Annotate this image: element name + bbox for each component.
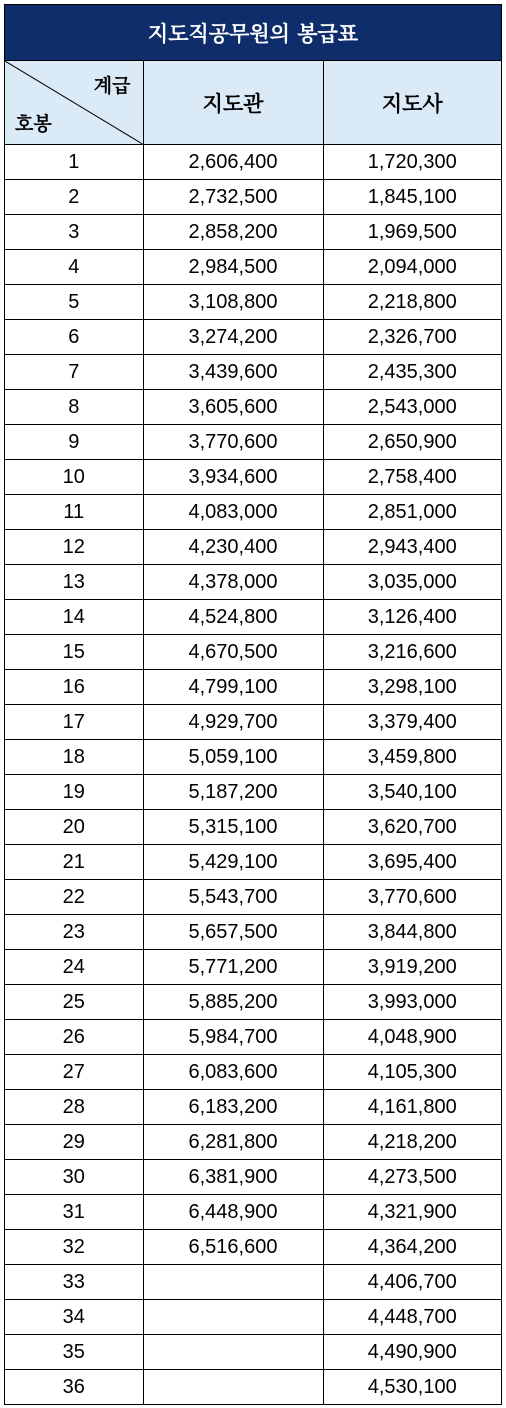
jidosa-salary-cell: 3,459,800	[323, 740, 501, 775]
column-header-jidogwan: 지도관	[143, 61, 323, 145]
table-row	[5, 1370, 501, 1405]
step-cell: 18	[5, 740, 143, 775]
step-cell: 14	[5, 600, 143, 635]
jidogwan-salary-cell	[143, 1265, 323, 1300]
table-row	[5, 145, 501, 180]
jidogwan-salary-cell: 3,770,600	[143, 425, 323, 460]
table-row	[5, 1335, 501, 1370]
jidosa-salary-cell: 2,943,400	[323, 530, 501, 565]
salary-table	[5, 61, 501, 1404]
table-row	[5, 355, 501, 390]
jidosa-salary-cell: 4,364,200	[323, 1230, 501, 1265]
jidogwan-salary-cell: 4,929,700	[143, 705, 323, 740]
table-row	[5, 670, 501, 705]
jidosa-salary-cell: 3,126,400	[323, 600, 501, 635]
jidogwan-salary-cell: 6,281,800	[143, 1125, 323, 1160]
jidosa-salary-cell: 3,770,600	[323, 880, 501, 915]
jidogwan-salary-cell: 6,183,200	[143, 1090, 323, 1125]
step-cell: 16	[5, 670, 143, 705]
table-row	[5, 845, 501, 880]
step-cell: 27	[5, 1055, 143, 1090]
jidogwan-salary-cell: 6,083,600	[143, 1055, 323, 1090]
jidosa-salary-cell: 2,326,700	[323, 320, 501, 355]
jidosa-salary-cell: 2,218,800	[323, 285, 501, 320]
step-cell: 5	[5, 285, 143, 320]
jidosa-salary-cell: 4,406,700	[323, 1265, 501, 1300]
jidogwan-salary-cell: 3,108,800	[143, 285, 323, 320]
step-cell: 17	[5, 705, 143, 740]
step-cell: 36	[5, 1370, 143, 1405]
step-cell: 9	[5, 425, 143, 460]
jidogwan-salary-cell: 5,187,200	[143, 775, 323, 810]
step-cell: 25	[5, 985, 143, 1020]
jidosa-salary-cell: 4,273,500	[323, 1160, 501, 1195]
step-cell: 21	[5, 845, 143, 880]
table-row	[5, 320, 501, 355]
table-row	[5, 1160, 501, 1195]
step-cell: 13	[5, 565, 143, 600]
table-row	[5, 530, 501, 565]
jidogwan-salary-cell	[143, 1335, 323, 1370]
jidogwan-salary-cell: 5,771,200	[143, 950, 323, 985]
jidosa-salary-cell: 4,490,900	[323, 1335, 501, 1370]
table-row	[5, 565, 501, 600]
table-row	[5, 1055, 501, 1090]
jidosa-salary-cell: 3,844,800	[323, 915, 501, 950]
step-cell: 31	[5, 1195, 143, 1230]
corner-grade-label: 계급	[93, 75, 131, 97]
table-row	[5, 215, 501, 250]
jidogwan-salary-cell	[143, 1300, 323, 1335]
jidogwan-salary-cell: 2,984,500	[143, 250, 323, 285]
jidosa-salary-cell: 3,695,400	[323, 845, 501, 880]
jidogwan-salary-cell: 4,670,500	[143, 635, 323, 670]
table-row	[5, 1020, 501, 1055]
table-row	[5, 495, 501, 530]
salary-table-container	[4, 4, 502, 1405]
jidosa-salary-cell: 3,993,000	[323, 985, 501, 1020]
step-cell: 29	[5, 1125, 143, 1160]
step-cell: 8	[5, 390, 143, 425]
step-cell: 19	[5, 775, 143, 810]
step-cell: 7	[5, 355, 143, 390]
step-cell: 10	[5, 460, 143, 495]
table-row	[5, 1090, 501, 1125]
jidosa-salary-cell: 4,105,300	[323, 1055, 501, 1090]
table-row	[5, 285, 501, 320]
table-row	[5, 460, 501, 495]
jidosa-salary-cell: 4,530,100	[323, 1370, 501, 1405]
jidosa-salary-cell: 3,298,100	[323, 670, 501, 705]
jidogwan-salary-cell: 3,439,600	[143, 355, 323, 390]
jidosa-salary-cell: 2,094,000	[323, 250, 501, 285]
table-row	[5, 600, 501, 635]
jidosa-salary-cell: 3,620,700	[323, 810, 501, 845]
jidogwan-salary-cell: 5,657,500	[143, 915, 323, 950]
jidosa-salary-cell: 2,758,400	[323, 460, 501, 495]
table-row	[5, 950, 501, 985]
step-cell: 22	[5, 880, 143, 915]
corner-header-cell	[5, 61, 143, 145]
step-cell: 24	[5, 950, 143, 985]
jidosa-salary-cell: 4,218,200	[323, 1125, 501, 1160]
jidosa-salary-cell: 4,448,700	[323, 1300, 501, 1335]
table-row	[5, 1230, 501, 1265]
step-cell: 4	[5, 250, 143, 285]
table-row	[5, 1265, 501, 1300]
table-row	[5, 1195, 501, 1230]
step-cell: 33	[5, 1265, 143, 1300]
table-row	[5, 1125, 501, 1160]
step-cell: 6	[5, 320, 143, 355]
table-title: 지도직공무원의 봉급표	[5, 5, 501, 61]
jidosa-salary-cell: 2,650,900	[323, 425, 501, 460]
step-cell: 30	[5, 1160, 143, 1195]
column-header-jidosa: 지도사	[323, 61, 501, 145]
table-row	[5, 705, 501, 740]
jidogwan-salary-cell: 6,448,900	[143, 1195, 323, 1230]
jidogwan-salary-cell: 3,274,200	[143, 320, 323, 355]
table-row	[5, 810, 501, 845]
jidogwan-salary-cell: 5,059,100	[143, 740, 323, 775]
jidosa-salary-cell: 3,540,100	[323, 775, 501, 810]
step-cell: 15	[5, 635, 143, 670]
jidosa-salary-cell: 4,048,900	[323, 1020, 501, 1055]
table-row	[5, 740, 501, 775]
table-row	[5, 250, 501, 285]
step-cell: 26	[5, 1020, 143, 1055]
step-cell: 12	[5, 530, 143, 565]
jidosa-salary-cell: 4,321,900	[323, 1195, 501, 1230]
step-cell: 23	[5, 915, 143, 950]
jidogwan-salary-cell: 3,934,600	[143, 460, 323, 495]
header-row	[5, 61, 501, 145]
jidogwan-salary-cell: 4,799,100	[143, 670, 323, 705]
jidogwan-salary-cell: 5,543,700	[143, 880, 323, 915]
jidosa-salary-cell: 2,543,000	[323, 390, 501, 425]
jidogwan-salary-cell: 4,230,400	[143, 530, 323, 565]
jidogwan-salary-cell: 5,315,100	[143, 810, 323, 845]
jidosa-salary-cell: 1,969,500	[323, 215, 501, 250]
jidosa-salary-cell: 2,851,000	[323, 495, 501, 530]
jidosa-salary-cell: 1,845,100	[323, 180, 501, 215]
jidogwan-salary-cell: 5,429,100	[143, 845, 323, 880]
step-cell: 1	[5, 145, 143, 180]
table-row	[5, 425, 501, 460]
jidogwan-salary-cell: 2,858,200	[143, 215, 323, 250]
step-cell: 11	[5, 495, 143, 530]
table-row	[5, 880, 501, 915]
table-row	[5, 985, 501, 1020]
jidogwan-salary-cell: 5,984,700	[143, 1020, 323, 1055]
step-cell: 2	[5, 180, 143, 215]
jidogwan-salary-cell: 2,606,400	[143, 145, 323, 180]
table-row	[5, 1300, 501, 1335]
step-cell: 28	[5, 1090, 143, 1125]
table-row	[5, 775, 501, 810]
jidosa-salary-cell: 3,035,000	[323, 565, 501, 600]
table-row	[5, 915, 501, 950]
jidogwan-salary-cell: 5,885,200	[143, 985, 323, 1020]
table-row	[5, 635, 501, 670]
jidosa-salary-cell: 4,161,800	[323, 1090, 501, 1125]
step-cell: 3	[5, 215, 143, 250]
table-row	[5, 180, 501, 215]
jidogwan-salary-cell: 2,732,500	[143, 180, 323, 215]
step-cell: 34	[5, 1300, 143, 1335]
jidosa-salary-cell: 3,379,400	[323, 705, 501, 740]
jidosa-salary-cell: 2,435,300	[323, 355, 501, 390]
jidosa-salary-cell: 3,919,200	[323, 950, 501, 985]
corner-step-label: 호봉	[15, 113, 52, 135]
jidogwan-salary-cell: 4,524,800	[143, 600, 323, 635]
step-cell: 35	[5, 1335, 143, 1370]
jidogwan-salary-cell: 4,083,000	[143, 495, 323, 530]
jidogwan-salary-cell: 6,516,600	[143, 1230, 323, 1265]
jidosa-salary-cell: 1,720,300	[323, 145, 501, 180]
jidogwan-salary-cell: 3,605,600	[143, 390, 323, 425]
jidogwan-salary-cell: 4,378,000	[143, 565, 323, 600]
jidogwan-salary-cell	[143, 1370, 323, 1405]
step-cell: 32	[5, 1230, 143, 1265]
table-row	[5, 390, 501, 425]
jidogwan-salary-cell: 6,381,900	[143, 1160, 323, 1195]
jidosa-salary-cell: 3,216,600	[323, 635, 501, 670]
step-cell: 20	[5, 810, 143, 845]
